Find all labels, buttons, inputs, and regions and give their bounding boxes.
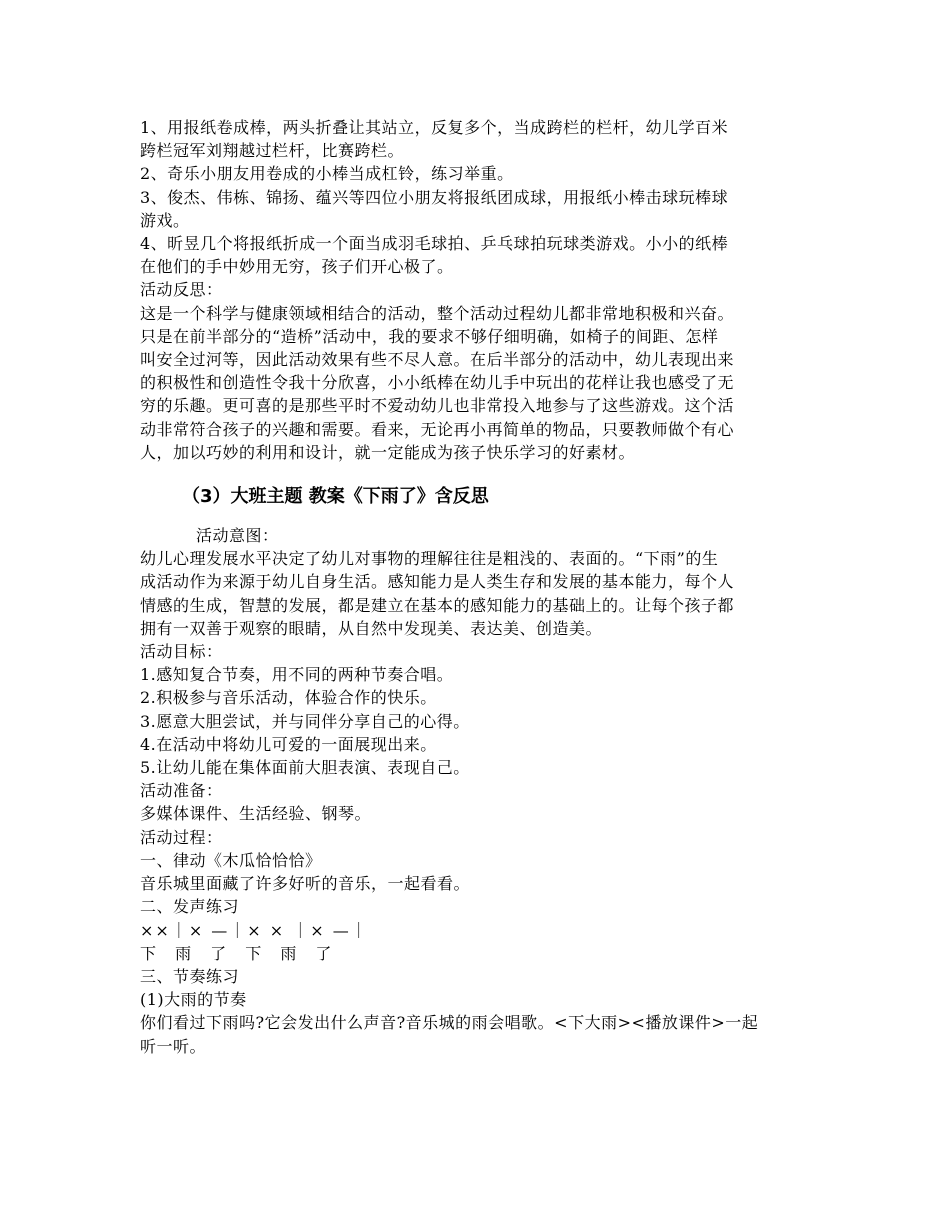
text-line: 音乐城里面藏了许多好听的音乐，一起看看。 xyxy=(140,874,471,894)
text-line: 游戏。 xyxy=(140,210,190,230)
text-line: 你们看过下雨吗?它会发出什么声音?音乐城的雨会唱歌。<下大雨><播放课件>一起 xyxy=(140,1013,759,1033)
text-line: 拥有一双善于观察的眼睛，从自然中发现美、表达美、创造美。 xyxy=(140,618,603,638)
text-line: 穷的乐趣。更可喜的是那些平时不爱动幼儿也非常投入地参与了这些游戏。这个活 xyxy=(140,396,735,416)
list-item: 1.感知复合节奏，用不同的两种节奏合唱。 xyxy=(140,665,454,685)
text-line: 跨栏冠军刘翔越过栏杆，比赛跨栏。 xyxy=(140,141,405,161)
text-line: 二、发声练习 xyxy=(140,897,240,917)
section-label-goals: 活动目标： xyxy=(140,642,223,662)
text-line: 人，加以巧妙的利用和设计，就一定能成为孩子快乐学习的好素材。 xyxy=(140,442,636,462)
rhythm-notation: ××｜× —｜× × ｜× —｜ xyxy=(140,920,369,940)
list-item: 2.积极参与音乐活动，体验合作的快乐。 xyxy=(140,688,437,708)
section-label-reflection: 活动反思： xyxy=(140,280,223,300)
list-item: 3.愿意大胆尝试，并与同伴分享自己的心得。 xyxy=(140,711,470,731)
text-line: 成活动作为来源于幼儿自身生活。感知能力是人类生存和发展的基本能力，每个人 xyxy=(140,572,735,592)
text-line: 听一听。 xyxy=(140,1036,207,1056)
rhythm-lyrics: 下 雨 了 下 雨 了 xyxy=(140,943,339,963)
text-line: 1、用报纸卷成棒，两头折叠让其站立，反复多个，当成跨栏的栏杆，幼儿学百米 xyxy=(140,118,729,137)
text-line: 4、昕昱几个将报纸折成一个面当成羽毛球拍、乒乓球拍玩球类游戏。小小的纸棒 xyxy=(140,234,729,254)
text-line: 三、节奏练习 xyxy=(140,966,240,986)
section-lesson-plan xyxy=(140,524,820,1058)
section-label-intent: 活动意图： xyxy=(196,526,279,546)
section-label-preparation: 活动准备： xyxy=(140,781,223,801)
text-line: (1)大雨的节奏 xyxy=(140,990,247,1010)
text-line: 只是在前半部分的“造桥”活动中，我的要求不够仔细明确，如椅子的间距、怎样 xyxy=(140,326,719,346)
text-line: 叫安全过河等，因此活动效果有些不尽人意。在后半部分的活动中，幼儿表现出来 xyxy=(140,350,735,370)
list-item: 4.在活动中将幼儿可爱的一面展现出来。 xyxy=(140,734,437,754)
text-line: 的积极性和创造性令我十分欣喜，小小纸棒在幼儿手中玩出的花样让我也感受了无 xyxy=(140,373,735,393)
section-activity-part xyxy=(140,116,820,464)
text-line: 多媒体课件、生活经验、钢琴。 xyxy=(140,804,372,824)
text-line: 这是一个科学与健康领域相结合的活动，整个活动过程幼儿都非常地积极和兴奋。 xyxy=(140,303,735,323)
text-line: 一、律动《木瓜恰恰恰》 xyxy=(140,850,322,870)
text-line: 动非常符合孩子的兴趣和需要。看来，无论再小再简单的物品，只要教师做个有心 xyxy=(140,419,735,439)
section-heading: （3）大班主题 教案《下雨了》含反思 xyxy=(182,486,489,508)
text-line: 幼儿心理发展水平决定了幼儿对事物的理解往往是粗浅的、表面的。“下雨”的生 xyxy=(140,549,719,569)
text-line: 在他们的手中妙用无穷，孩子们开心极了。 xyxy=(140,257,454,277)
document-page xyxy=(140,116,820,1058)
text-line: 2、奇乐小朋友用卷成的小棒当成杠铃，练习举重。 xyxy=(140,164,514,184)
section-label-process: 活动过程： xyxy=(140,827,223,847)
text-line: 3、俊杰、伟栋、锦扬、蕴兴等四位小朋友将报纸团成球，用报纸小棒击球玩棒球 xyxy=(140,187,729,207)
list-item: 5.让幼儿能在集体面前大胆表演、表现自己。 xyxy=(140,758,470,778)
text-line: 情感的生成，智慧的发展，都是建立在基本的感知能力的基础上的。让每个孩子都 xyxy=(140,595,735,615)
